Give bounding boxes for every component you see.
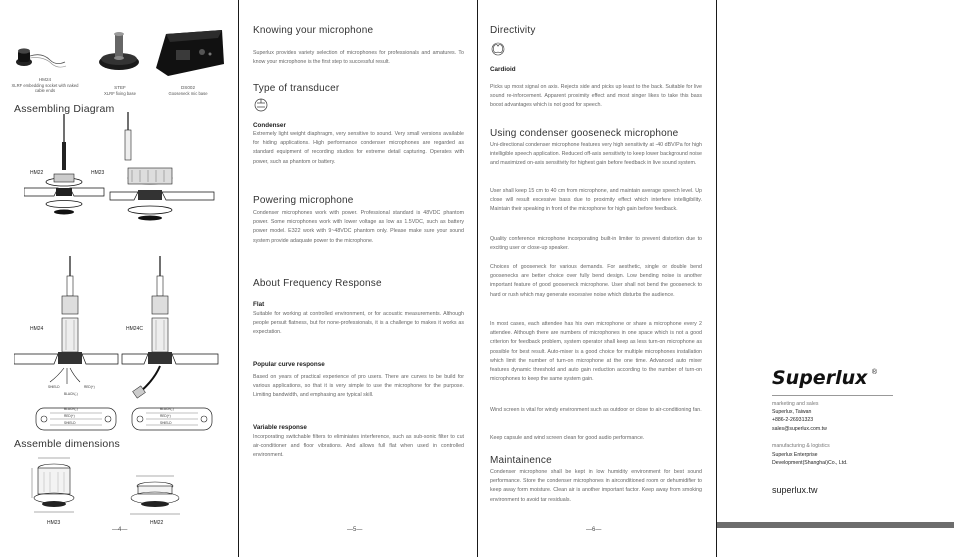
hm24-product-image <box>10 42 70 74</box>
back-cover <box>717 0 954 557</box>
assembling-diagram-title: Assembling Diagram <box>14 103 115 115</box>
gooseneck-paragraph-1: Uni-directional condenser microphone features very high sensitivity at -40 dBV/Pa for high intelligible speech application. Reduced off-axis sensitivity to keep lower background noise and maximized on-axis sensitivity for highest gain before feedback in live sound system. <box>490 142 702 167</box>
stef-product-image <box>96 24 142 74</box>
marketing-company: Superlux, Taiwan <box>772 409 812 415</box>
flat-body: Suitable for working at controlled environment, or for acoustic measurements. Although people persuit flatness, but for none-professionals, it is a challenge to makes it works as expectation. <box>253 311 464 336</box>
assembly-diagram-hm24-hm24c <box>14 256 224 406</box>
powering-microphone-body: Condenser microphones work with power. Professional standard is 48VDC phantom power. Some microphones work with lower voltage as low as 1.5VDC, such as battery power model. E322 work with 9~48VDC phantom only. Please make sure your sound system provide adaquate power to the microphone. <box>253 210 464 244</box>
maintainence-body: Condenser microphone shall be kept in low humidity environment for best sound performance. Store the condenser microphones in airconditioned room or dehumidifier to keep away form moisture. Clean air is another important factor. Keep away from smoking environment to avoid tar residuals. <box>490 469 702 503</box>
pin-label-black-right: BLACK(-) <box>160 407 174 411</box>
assembly-diagram-hm22-hm23 <box>24 112 224 232</box>
marketing-phone: +886-2-26931323 <box>772 417 814 423</box>
diagram-label-hm23: HM23 <box>91 170 105 176</box>
page-number-5: —5— <box>347 527 363 533</box>
diagram-label-hm24c: HM24C <box>126 326 143 332</box>
popular-curve-subtitle: Popular curve response <box>253 361 325 368</box>
website-link[interactable]: superlux.tw <box>772 485 818 495</box>
gooseneck-title: Using condenser gooseneck microphone <box>490 128 679 139</box>
page-5 <box>239 0 477 557</box>
manufacturing-company: Superlux Enterprise <box>772 452 818 458</box>
maintainence-title: Maintainence <box>490 455 552 466</box>
gooseneck-paragraph-3: Quality conference microphone incorporating built-in limiter to prevent distortion due to exciting user or close-up speaker. <box>490 236 702 252</box>
gooseneck-paragraph-2: User shall keep 15 cm to 40 cm from microphone, and maintain average speech level. Up close will result excessive bass due to proximity effect which interfere intelligibility. Maintain their speaking in front of the microphone for high gain before feedback. <box>490 188 702 213</box>
gooseneck-paragraph-5: In most cases, each attendee has his own microphone or share a microphone every 2 attendee. Although there are numbers of microphones in one space which is not a good criterion for feedback problem, system operator shall keep as less turn-on microphone as possible for best result. Auto-mixer is a good choice for multiple microphones installation which limit the number of turn-on microphone at the one time. Advanced auto mixer features dynamic threshold and auto gain reduction according to the number of turn-on microphones to keep the same system gain. <box>490 321 702 383</box>
assemble-dimensions-title: Assemble dimensions <box>14 438 120 450</box>
ds002-caption: DS002 Gooseneck mic base <box>168 85 208 96</box>
diagram-label-hm22: HM22 <box>30 170 44 176</box>
powering-microphone-title: Powering microphone <box>253 195 354 206</box>
pin-label-shield-left: SHIELD <box>64 421 76 425</box>
wire-label-red: RED(+) <box>84 385 95 389</box>
dimension-label-hm22: HM22 <box>150 520 164 526</box>
gooseneck-paragraph-7: Keep capsule and wind screen clean for good audio performance. <box>490 435 645 441</box>
registered-mark: ® <box>871 369 877 376</box>
frequency-response-title: About Frequency Response <box>253 278 382 289</box>
logo-divider <box>772 395 893 396</box>
page-6 <box>478 0 716 557</box>
dimension-drawing-hm22 <box>122 472 188 520</box>
gooseneck-paragraph-6: Wind screen is vital for windy environment such as outdoor or close to air-conditioning fan. <box>490 407 702 413</box>
variable-response-body: Incorporating switchable filters to eliminiates interference, such as sub-sonic filter to cut air-conditioner and floor vibrations. And allows full flat when used in controlled environment. <box>253 434 464 459</box>
hm24-caption: HM24 XLRF embedding socket with naked cable ends <box>11 77 79 94</box>
dimension-label-hm23: HM23 <box>47 520 61 526</box>
diagram-label-hm24: HM24 <box>30 326 44 332</box>
footer-bar <box>717 522 954 528</box>
variable-response-subtitle: Variable response <box>253 424 307 431</box>
pin-label-red-right: RED(+) <box>160 414 171 418</box>
page-4 <box>0 0 238 557</box>
gooseneck-paragraph-4: Choices of gooseneck for various demands. For aesthetic, single or double bend goosenecks are better choice over fully bend design. Low bending noise is another important feature of good gooseneck microphone. User shall not bend the gooseneck to hard or rush which may generate excessive noise which disturbs the audience. <box>490 264 702 298</box>
cardioid-pattern-icon <box>491 42 505 56</box>
connector-pinout-diagrams <box>30 404 220 434</box>
wire-label-black: BLACK(-) <box>64 392 78 396</box>
manufacturing-company-2: Development(Shanghai)Co., Ltd. <box>772 460 848 466</box>
popular-curve-body: Based on years of practical experience of pro users. There are curves to be build for various applications, so that it is very simple to use the microphone for the purpose. Limiting bandwidth, and emphasing are typical skill. <box>253 374 464 399</box>
stef-caption: STEF XLRF fixing base <box>104 85 136 96</box>
type-of-transducer-title: Type of transducer <box>253 83 340 94</box>
condenser-symbol-icon <box>254 98 268 112</box>
marketing-label: marketing and sales <box>772 401 819 407</box>
pin-label-red-left: RED(+) <box>64 414 75 418</box>
cardioid-subtitle: Cardioid <box>490 66 516 73</box>
superlux-logo <box>772 367 877 389</box>
ds002-product-image <box>152 24 228 80</box>
knowing-microphone-body: Superlux provides variety selection of microphones for professionals and amatures. To know your microphone is the first step to successful result. <box>253 50 464 66</box>
condenser-body: Extremely light weight diaphragm, very sensitive to sound. Very small versions available for hiding applications. High performance condenser microphones are regarded as standard equipment of recording studios for extreme detail capturing. Operates with power, such as phantom or battery. <box>253 131 464 165</box>
dimension-drawing-hm23 <box>24 452 84 518</box>
knowing-microphone-title: Knowing your microphone <box>253 25 374 36</box>
marketing-email[interactable]: sales@superlux.com.tw <box>772 426 827 432</box>
wire-label-shield: SHIELD <box>48 385 60 389</box>
pin-label-shield-right: SHIELD <box>160 421 172 425</box>
flat-subtitle: Flat <box>253 301 265 308</box>
directivity-title: Directivity <box>490 25 536 36</box>
manufacturing-label: manufacturing & logistics <box>772 443 830 449</box>
cardioid-body: Picks up most signal on axis. Rejects side and picks up least to the back. Suitable for live sound re-inforcement. Apparent proximity effect and most singer likes to take this bass boost advantages which is not good for speech. <box>490 84 702 109</box>
page-number-4: —4— <box>112 527 128 533</box>
page-number-6: —6— <box>586 527 602 533</box>
logo-wordmark: Superlux <box>772 367 868 389</box>
pin-label-black-left: BLACK(-) <box>64 407 78 411</box>
condenser-subtitle: Condenser <box>253 122 286 129</box>
